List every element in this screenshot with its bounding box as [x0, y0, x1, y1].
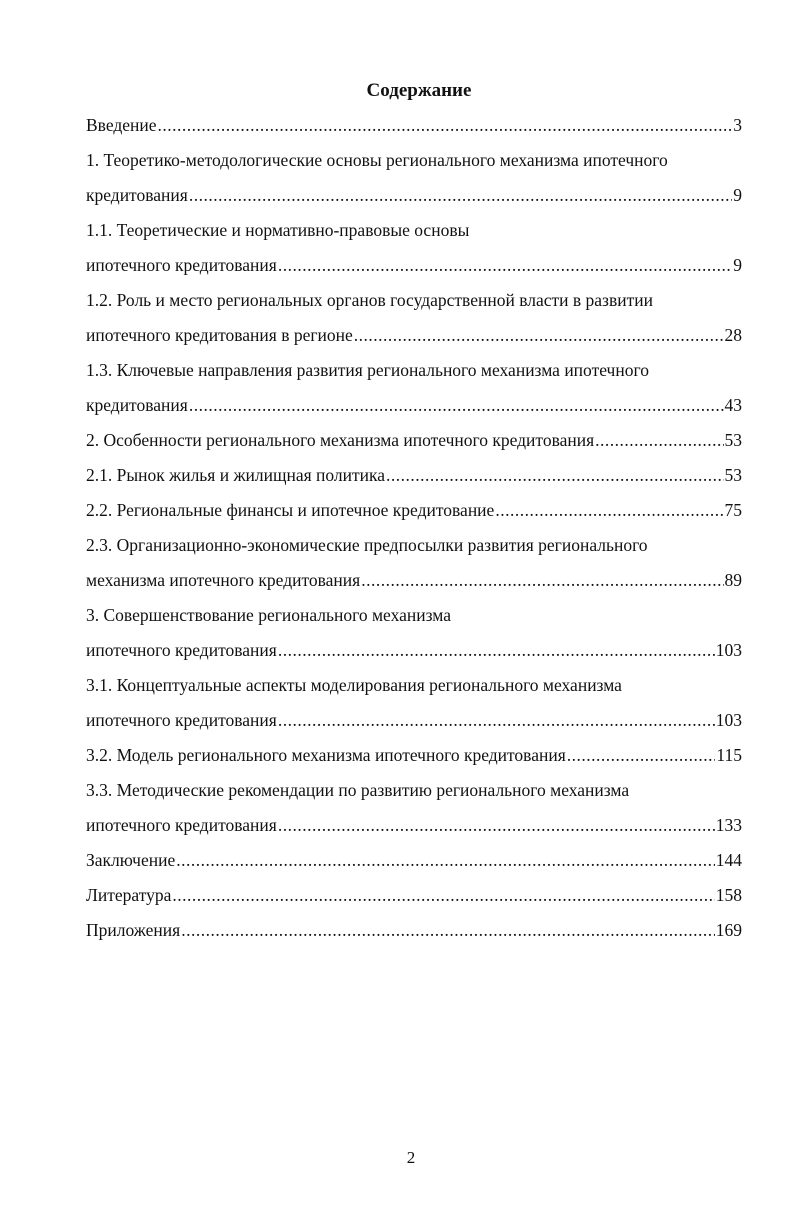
toc-entry [86, 843, 742, 878]
dot-leader [278, 248, 732, 283]
toc-entry-page: 115 [716, 745, 742, 765]
toc-entry [86, 458, 742, 493]
page-number: 2 [406, 1148, 416, 1167]
toc-entry-leader-line [86, 108, 742, 143]
toc-entry [86, 528, 742, 598]
toc-entry-page: 75 [724, 500, 742, 520]
dot-leader [354, 318, 724, 353]
toc-entry [86, 143, 742, 213]
toc-entry-title: 3.2. Модель регионального механизма ипотечного кредитования [86, 745, 566, 765]
table-of-contents [86, 108, 742, 948]
dot-leader [278, 808, 715, 843]
toc-entry-leader-line [86, 458, 742, 493]
toc-entry-leader-line [86, 808, 742, 843]
dot-leader [361, 563, 723, 598]
toc-entry [86, 598, 742, 668]
toc-entry-title: Введение [86, 115, 157, 135]
toc-entry-page: 28 [724, 325, 742, 345]
toc-entry-leader-line [86, 913, 742, 948]
toc-entry-title: 2. Особенности регионального механизма ипотечного кредитования [86, 430, 595, 450]
toc-entry-title: Литература [86, 885, 172, 905]
dot-leader [172, 878, 714, 913]
toc-entry-page: 3 [733, 115, 742, 135]
toc-entry-title: механизма ипотечного кредитования [86, 570, 361, 590]
toc-entry-text: 2.3. Организационно-экономические предпосылки развития регионального [86, 535, 648, 555]
toc-entry-text: 1.3. Ключевые направления развития регионального механизма ипотечного [86, 360, 649, 380]
toc-entry-title: Заключение [86, 850, 176, 870]
toc-entry-page: 158 [715, 885, 742, 905]
toc-entry-leader-line [86, 878, 742, 913]
toc-entry-title: ипотечного кредитования [86, 255, 277, 275]
dot-leader [278, 633, 715, 668]
toc-entry-title: ипотечного кредитования [86, 640, 277, 660]
dot-leader [189, 178, 732, 213]
toc-entry [86, 773, 742, 843]
dot-leader [386, 458, 723, 493]
dot-leader [567, 738, 716, 773]
toc-entry-page: 89 [724, 570, 742, 590]
toc-entry-title: 2.1. Рынок жилья и жилищная политика [86, 465, 386, 485]
toc-entry-text: 1.2. Роль и место региональных органов государственной власти в развитии [86, 290, 653, 310]
dot-leader [495, 493, 723, 528]
toc-entry [86, 213, 742, 283]
toc-entry-title: кредитования [86, 395, 188, 415]
toc-entry-page: 43 [724, 395, 742, 415]
toc-entry-page: 144 [715, 850, 742, 870]
toc-entry-page: 9 [733, 255, 742, 275]
toc-entry [86, 878, 742, 913]
toc-entry [86, 423, 742, 458]
toc-entry-page: 103 [715, 640, 742, 660]
toc-entry-leader-line [86, 843, 742, 878]
toc-entry-title: Приложения [86, 920, 181, 940]
toc-entry-leader-line [86, 248, 742, 283]
toc-entry-text: 1. Теоретико-методологические основы регионального механизма ипотечного [86, 150, 668, 170]
toc-entry-page: 133 [715, 815, 742, 835]
toc-entry-leader-line [86, 423, 742, 458]
dot-leader [595, 423, 723, 458]
toc-entry [86, 493, 742, 528]
toc-entry [86, 668, 742, 738]
dot-leader [189, 388, 724, 423]
toc-entry-title: ипотечного кредитования [86, 815, 277, 835]
toc-entry-leader-line [86, 738, 742, 773]
toc-entry-title: 2.2. Региональные финансы и ипотечное кредитование [86, 500, 495, 520]
toc-entry-leader-line [86, 493, 742, 528]
toc-entry-title: ипотечного кредитования [86, 710, 277, 730]
toc-entry-leader-line [86, 388, 742, 423]
toc-entry-leader-line [86, 633, 742, 668]
dot-leader [176, 843, 715, 878]
toc-entry-page: 103 [715, 710, 742, 730]
toc-entry [86, 108, 742, 143]
toc-entry-text: 1.1. Теоретические и нормативно-правовые основы [86, 220, 470, 240]
toc-entry-leader-line [86, 318, 742, 353]
toc-entry-text: 3.3. Методические рекомендации по развитию регионального механизма [86, 780, 630, 800]
toc-entry [86, 913, 742, 948]
toc-entry-leader-line [86, 563, 742, 598]
toc-entry-page: 9 [733, 185, 742, 205]
toc-entry-page: 169 [715, 920, 742, 940]
toc-entry [86, 738, 742, 773]
toc-entry [86, 353, 742, 423]
dot-leader [181, 913, 715, 948]
toc-entry-leader-line [86, 178, 742, 213]
dot-leader [278, 703, 715, 738]
toc-heading: Содержание [366, 80, 472, 101]
toc-entry-page: 53 [724, 430, 742, 450]
toc-entry-text: 3.1. Концептуальные аспекты моделирования регионального механизма [86, 675, 622, 695]
toc-entry-title: кредитования [86, 185, 188, 205]
toc-entry-leader-line [86, 703, 742, 738]
toc-entry [86, 283, 742, 353]
toc-entry-page: 53 [724, 465, 742, 485]
toc-entry-title: ипотечного кредитования в регионе [86, 325, 353, 345]
toc-entry-text: 3. Совершенствование регионального механизма [86, 605, 451, 625]
dot-leader [158, 108, 733, 143]
